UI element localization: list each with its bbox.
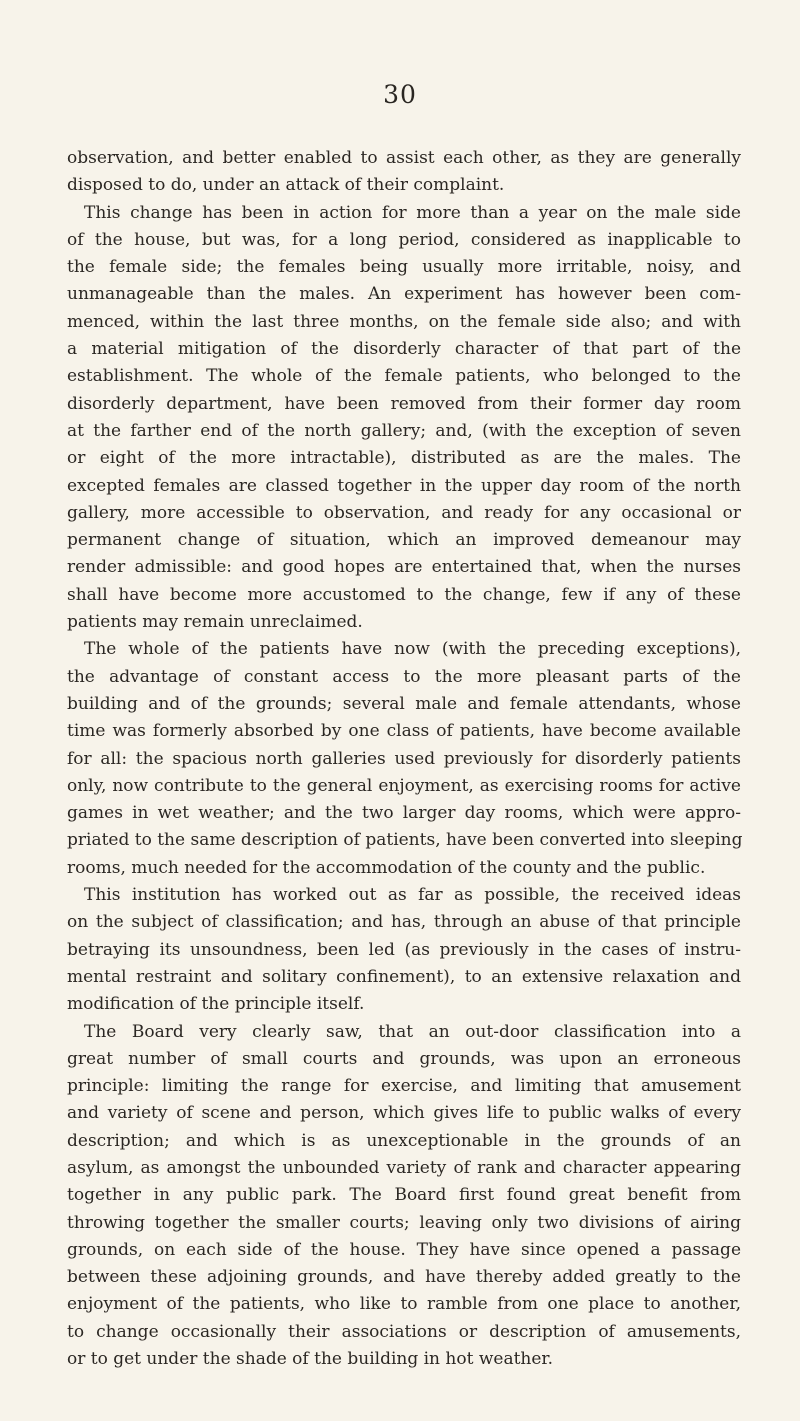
text-line: modification of the principle itself. — [67, 994, 365, 1015]
text-line: on the subject of classification; and has, through an abuse of that principle — [67, 912, 741, 933]
text-line: for all: the spacious north galleries used previously for disorderly patients — [67, 748, 741, 769]
text-line: menced, within the last three months, on the female side also; and with — [67, 311, 741, 332]
text-line: at the farther end of the north gallery; and, (with the exception of seven — [67, 420, 741, 441]
text-line: The whole of the patients have now (with the preceding exceptions), — [84, 639, 741, 660]
text-line: betraying its unsoundness, been led (as previously in the cases of instru- — [67, 939, 741, 960]
text-line: description; and which is as unexceptionable in the grounds of an — [67, 1130, 741, 1151]
text-line: priated to the same description of patients, have been converted into sleeping — [67, 830, 743, 851]
text-line: the female side; the females being usually more irritable, noisy, and — [67, 257, 741, 278]
text-line: building and of the grounds; several male and female attendants, whose — [67, 693, 741, 714]
text-line: observation, and better enabled to assist each other, as they are generally — [67, 148, 741, 168]
text-line: great number of small courts and grounds, was upon an erroneous — [67, 1048, 741, 1069]
page-number: 30 — [383, 80, 417, 109]
text-line: The Board very clearly saw, that an out-door classification into a — [84, 1021, 741, 1042]
text-line: disorderly department, have been removed from their former day room — [67, 393, 741, 414]
text-line: disposed to do, under an attack of their complaint. — [67, 175, 505, 196]
text-line: establishment. The whole of the female patients, who belonged to the — [67, 366, 741, 387]
text-line: only, now contribute to the general enjoyment, as exercising rooms for active — [67, 775, 741, 796]
text-line: permanent change of situation, which an improved demeanour may — [67, 530, 741, 551]
text-line: games in wet weather; and the two larger day rooms, which were appro- — [67, 803, 741, 824]
text-line: or to get under the shade of the building in hot weather. — [67, 1349, 554, 1370]
text-line: or eight of the more intractable), distributed as are the males. The — [67, 448, 741, 469]
body-text — [67, 145, 741, 1373]
text-line: This change has been in action for more than a year on the male side — [84, 202, 741, 223]
text-line: time was formerly absorbed by one class of patients, have become available — [67, 721, 741, 742]
text-line: patients may remain unreclaimed. — [67, 612, 363, 633]
text-line: together in any public park. The Board first found great benefit from — [67, 1185, 741, 1206]
text-line: grounds, on each side of the house. They have since opened a passage — [67, 1239, 741, 1260]
text-line: mental restraint and solitary confinement), to an extensive relaxation and — [67, 966, 741, 987]
text-line: asylum, as amongst the unbounded variety of rank and character appearing — [67, 1157, 741, 1178]
text-line: a material mitigation of the disorderly character of that part of the — [67, 339, 741, 360]
text-line: principle: limiting the range for exercise, and limiting that amusement — [67, 1076, 741, 1097]
text-line: gallery, more accessible to observation, and ready for any occasional or — [67, 502, 741, 523]
text-line: the advantage of constant access to the more pleasant parts of the — [67, 666, 741, 687]
text-line: of the house, but was, for a long period, considered as inapplicable to — [67, 229, 741, 250]
text-line: between these adjoining grounds, and have thereby added greatly to the — [67, 1267, 741, 1288]
text-line: unmanageable than the males. An experiment has however been com- — [67, 284, 741, 305]
text-line: This institution has worked out as far as possible, the received ideas — [84, 885, 741, 906]
text-line: excepted females are classed together in the upper day room of the north — [67, 475, 741, 496]
text-line: to change occasionally their associations or description of amusements, — [67, 1321, 741, 1342]
text-line: throwing together the smaller courts; leaving only two divisions of airing — [67, 1212, 741, 1233]
text-line: render admissible: and good hopes are entertained that, when the nurses — [67, 557, 741, 578]
text-line: and variety of scene and person, which gives life to public walks of every — [67, 1103, 741, 1124]
text-line: shall have become more accustomed to the change, few if any of these — [67, 584, 741, 605]
text-line: enjoyment of the patients, who like to ramble from one place to another, — [67, 1294, 741, 1315]
text-line: rooms, much needed for the accommodation of the county and the public. — [67, 857, 706, 878]
